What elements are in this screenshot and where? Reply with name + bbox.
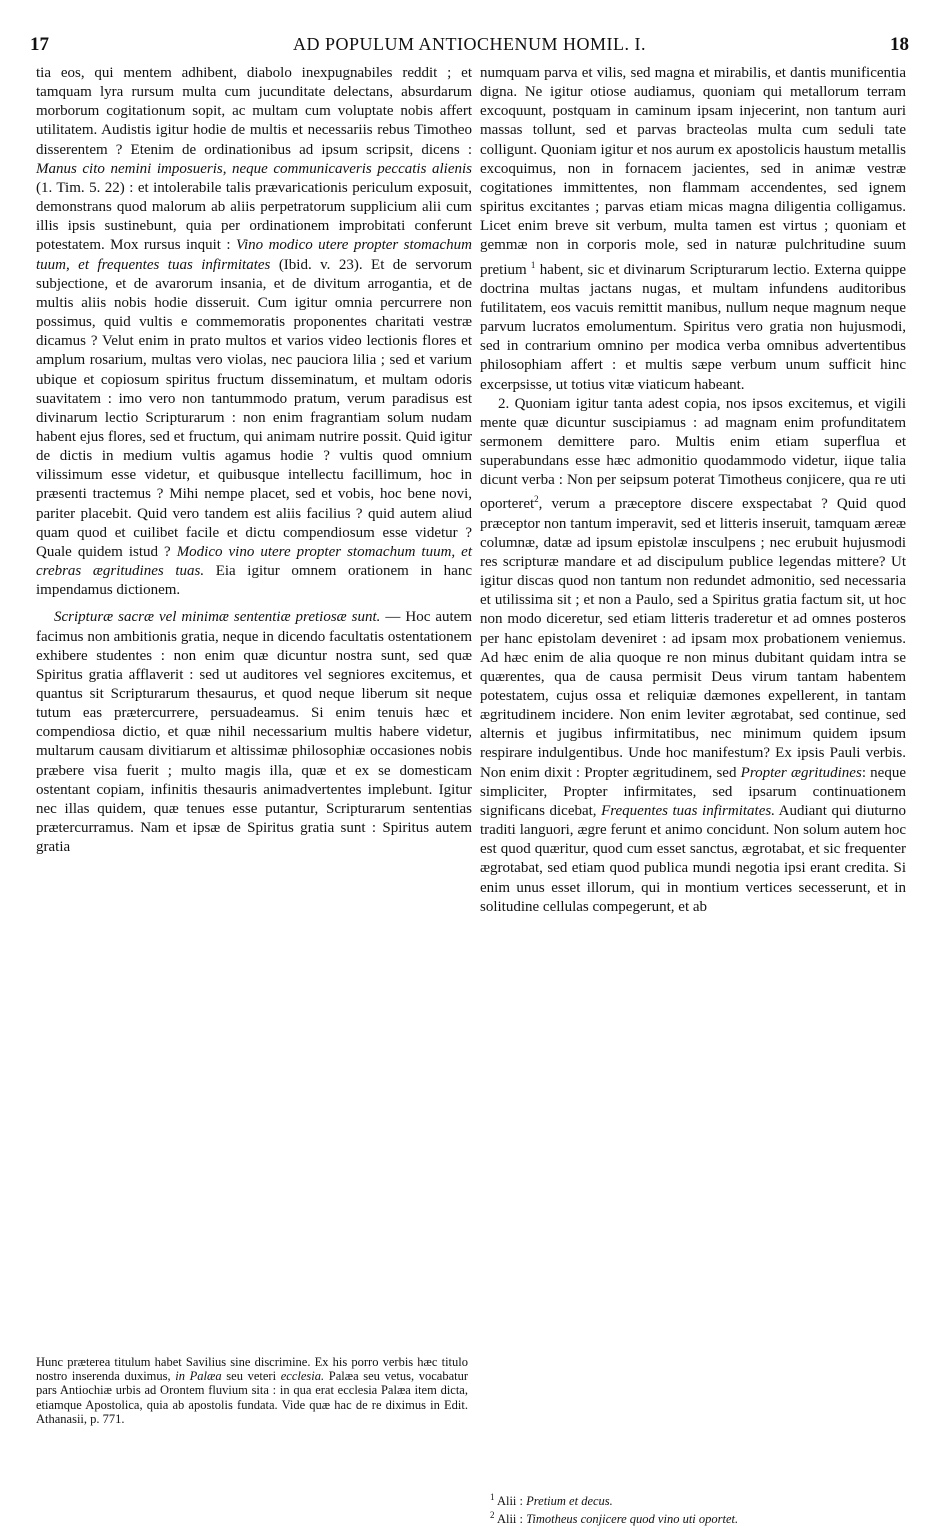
scripture-quote: Frequentes tuas infirmitates. (601, 802, 775, 819)
text-run: Eia igitur omnem orationem in hanc impendamus dictionem. (36, 563, 472, 599)
text-run: habent, sic et divinarum Scripturarum lectio. Externa quippe doctrina multas jactans nugas, et multam infundens auditoribus futilitatem, eos vacuis remittit manibus, nullum neque magnum neque parvum lucratos emolumentum. Spiritus vero gratia non hujusmodi, sed in contrarium omnino per modica verba omnibus advertentibus philosophiam affert : et multis sæpe verbum unum sufficit hinc excerpsisse, ut totius vitæ viaticum habeant. (480, 261, 907, 393)
page-header (30, 34, 909, 58)
text-run: 2. Quoniam igitur tanta adest copia, nos ipsos excitemus, et vigili mente quæ dicuntur suscipiamus : ad magnam enim profunditatem sermonem demittere paro. Multis enim etiam superflua et superabundans esse hæc admonitio quodammodo videtur, iique talia dicunt verba : Non per seipsum poterat Timotheus conjicere, qua re uti oporteret (480, 395, 906, 513)
text-run: Audiant qui diuturno traditi languori, ægre ferunt et animo concidunt. Non solum autem hoc est quod quæritur, quod cum esset sanctus, ægrotabat, et sic frequenter ægrotabat, sed etiam quod publica mundi negotia ipsi erant credita. Si enim unus esset illorum, qui in montium vertices secesserunt, et in solitudine cellulas compegerunt, et ab (480, 802, 906, 915)
text-run: Et de servorum subjectione, et de avarorum insania, et de divitum arrogantia, et de multis aliis nobis hodie disseruit. Cum igitur omnia percurrere non possimus, quid vultis e commemoratis proponentes charitati vestræ dicamus ? Velut enim in prato multos et varios video lectionis flores et amplum rosarium, multas vero violas, nec pauciora lilia ; sed et varium ubique et copiosum spiritus fructum disseminatum, et multam odoris suavitatem : imo vero non tantummodo pratum, verum paradisus est divinarum lectio Scripturarum : non enim fragrantiam solum nudam habent ejus flores, sed et fructum, qui animam nutrire possit. Quid igitur de dictis in medium vultis agamus hodie ? vultis quod omnium vilissimum esse videtur, et quibusque intellectu facillimum, hoc in præsenti tractemus ? Mihi nempe placet, sed et vobis, hoc bene novi, pariter placebit. Quid vero tandem est aliis facilius ? quid autem aliud quam quod et cuilibet facile et dictu compendiosum esse videtur ? Quale quidem istud ? (36, 256, 473, 560)
left-paragraph-2 (36, 608, 472, 857)
footnote-prefix: Alii : (496, 1494, 523, 1509)
text-run: seu veteri (226, 1369, 277, 1384)
right-paragraph-1 (480, 64, 906, 395)
text-run: numquam parva et vilis, sed magna et mirabilis, et dantis munificentia digna. Ne igitur otiose audiamus, quoniam qui metallorum terram excoquunt, postquam in caminum ipsam injecerint, non tantum auri massas tollunt, sed et parvas bracteolas multa cum seduli tate colligunt. Quoniam igitur et nos aurum ex apostolicis haustum metallis excoquimus, non in fornacem jacientes, sed in animæ vestræ cogitationes immittentes, non flammam accendentes, sed ignem spiritus excitantes ; parvas etiam micas magna diligentia colligamus. Licet enim breve sit verbum, multa tamen est virtus ; quoniam et gemmæ non in corporis mole, sed in naturæ pulchritudine suum pretium (480, 65, 906, 278)
scripture-quote: Manus cito nemini imposueris, neque communicaveris peccatis alienis (36, 160, 472, 177)
footnote-variant: Pretium et decus. (526, 1494, 613, 1509)
footnote-text (36, 1355, 468, 1426)
section-heading: Scripturæ sacræ vel minimæ sententiæ pretiosæ sunt. (54, 609, 381, 626)
scripture-quote: Vino modico utere propter stomachum tuum, et frequentes tuas infirmitates (36, 237, 473, 273)
left-column (36, 64, 472, 857)
text-run: , verum a præceptore discere exspectabat ? Quid quod præceptor non tantum imperavit, sed et litteris inseruit, tamquam æreæ columnæ, datæ ad ipsum epistolæ insculpens ; nec erubuit hujusmodi res scripturæ mandare et ad discipulum publice legendas mittere? Ut igitur discas quod non tantum non redundet admonitio, sed necessaria et utilissima sit ; et non a Paulo, sed a Spiritus gratia factum sit, ut hoc non modo diceretur, sed etiam litteris traderetur et ad omnes posteros per hanc epistolam deveniret : ad ipsam mox probationem veniemus. Ad hæc enim de alia quoque re non minus dubitant quidam intra se quærentes, qua de causa permisit Deus virum tantam habentem potestatem, cujus ossa et reliquiæ dæmones expellerent, in tantam ægritudinem incidere. Non enim leviter ægrotabat, sed continue, sed alternis et jugibus infirmitatibus, nec minimum quidem ipsum respirare indulgentibus. Unde hoc manifestum? Ex ipsis Pauli verbis. Non enim dixit : Propter ægritudinem, sed (480, 496, 906, 781)
text-run: et intolerabile talis prævaricationis periculum exposuit, demonstrans quod malorum ab aliis perpetratorum supplicium alii cum illis ipsis sustinebunt, quia per ordinationem improbitati conferunt potestatem. Mox rursus inquit : (36, 179, 473, 254)
footnote-mark: 2 (534, 494, 539, 505)
footnote-prefix: Alii : (496, 1512, 523, 1527)
footnote-variant: Timotheus conjicere quod vino uti oportet. (526, 1512, 739, 1527)
left-paragraph-1 (36, 64, 472, 600)
footnote-mark: 1 (530, 259, 536, 270)
scripture-quote: Propter ægritudines (740, 764, 862, 781)
text-run: Palæa seu vetus, vocabatur pars Antiochiæ urbis ad Orontem fluvium sita : in qua erat ecclesia Palæa item dicta, etiamque Apostolica, quia ab apostolis fundata. Vide quæ hac de re diximus in Edit. Athanasii, p. 771. (36, 1369, 469, 1426)
scripture-reference: (Ibid. v. 23). (278, 256, 363, 273)
scripture-quote: Modico vino utere propter stomachum tuum, et crebras ægritudines tuas. (36, 543, 472, 580)
left-footnote (36, 1355, 468, 1426)
italic-term: ecclesia. (280, 1369, 325, 1384)
text-run: — Hoc autem facimus non ambitionis gratia, neque in dicendo facultatis ostentationem exhibere studentes : non enim quæ dicuntur nostra sunt, sed quæ Spiritus gratia afflaverit : sed ut auditores vel segniores excitemus, et quantus sit Scripturarum thesaurus, et quod neque liberum sit neque tutum eas prætercurrere, persuadeamus. Si enim tenuis hæc et compendiosa dictio, et quæ nihil necessarium multis habere videtur, multarum causam divitiarum et altissimæ philosophiæ occasiones nobis præbere visa fuerit ; multo magis illa, quæ et ex se domesticam ostentant copiam, infinitis thesauris animadvertentes implebunt. Igitur nec illas quidem, quæ tenues esse putantur, Scripturarum sententias prætercurramus. Nam et ipsæ de Spiritus gratia sunt : Spiritus autem gratia (36, 609, 473, 856)
footnote-number: 2 (490, 1510, 495, 1521)
right-page-number: 18 (890, 34, 909, 55)
scripture-reference: (1. Tim. 5. 22) : (36, 179, 134, 196)
text-run: : neque simpliciter, Propter infirmitates, sed ipsarum continuationem significans dicebat, (480, 764, 906, 819)
text-run: tia eos, qui mentem adhibent, diabolo inexpugnabiles reddit ; et tamquam lyra rursum multa cum jucunditate delectans, absurdarum morborum cogitationum sopit, ac multam cum voluptate nobis affert utilitatem. Audistis igitur hodie de multis et necessariis rebus Timotheo disserentem ? Etenim de ordinationibus ad ipsum scripsit, dicens : (36, 65, 472, 158)
footnote-number: 1 (490, 1492, 495, 1502)
left-page-number: 17 (30, 34, 49, 55)
footnote-1 (490, 1490, 900, 1508)
footnote-2 (490, 1508, 900, 1526)
text-run: Hunc præterea titulum habet Savilius sine discrimine. Ex his porro verbis hæc titulo nostro inserenda duximus, (36, 1355, 468, 1384)
right-paragraph-2 (480, 395, 906, 917)
running-title: AD POPULUM ANTIOCHENUM HOMIL. I. (293, 34, 646, 54)
italic-term: in Palæa (175, 1369, 222, 1384)
right-footnotes (490, 1490, 900, 1527)
right-column (480, 64, 906, 917)
